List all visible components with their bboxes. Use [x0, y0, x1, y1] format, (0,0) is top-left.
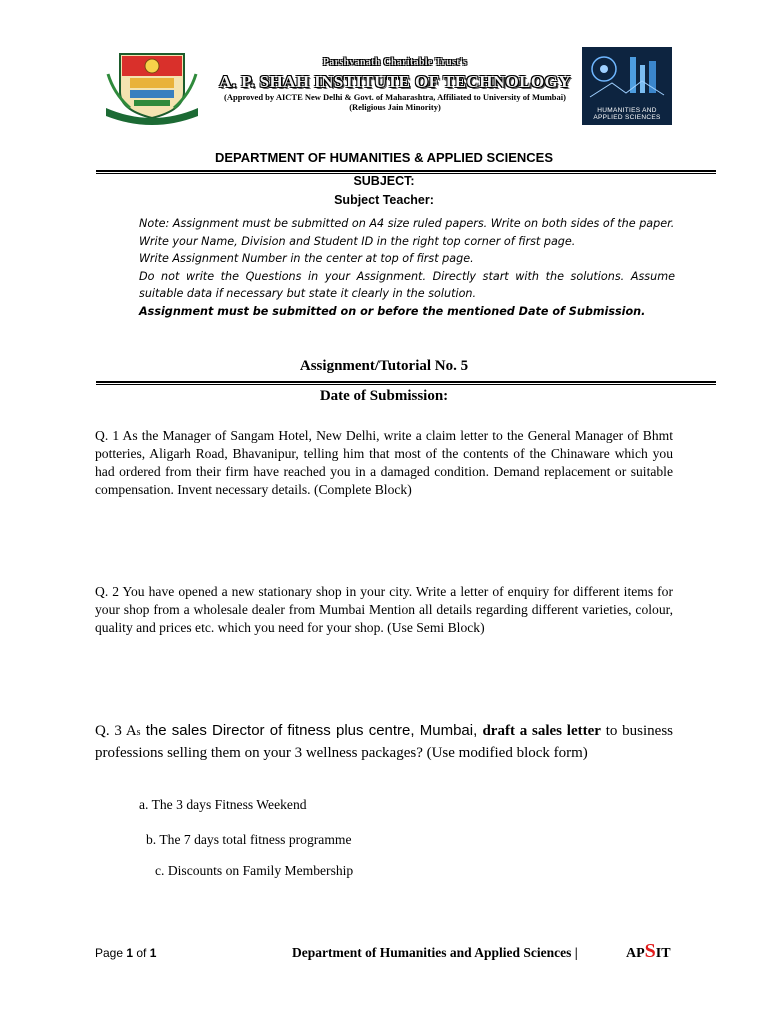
assignment-title: Assignment/Tutorial No. 5 — [299, 358, 469, 374]
department-logo — [582, 47, 672, 125]
page-number — [95, 946, 156, 960]
date-of-submission: Date of Submission: — [319, 388, 449, 404]
approval-line: (Approved by AICTE New Delhi & Govt. of Maharashtra, Affiliated to University of Mumbai) — [224, 92, 566, 102]
page-total: 1 — [149, 946, 157, 960]
institute-name: A. P. SHAH INSTITUTE OF TECHNOLOGY — [219, 72, 571, 91]
note-line-1: Note: Assignment must be submitted on A4 size ruled papers. Write on both sides of the paper. — [139, 217, 675, 230]
apsit-it: IT — [655, 946, 671, 961]
q3-small: s — [136, 727, 141, 738]
page-current: 1 — [126, 946, 134, 960]
page-word: Page — [95, 946, 127, 960]
assignment-notes — [139, 215, 675, 320]
subject-teacher-label: Subject Teacher: — [334, 193, 434, 207]
option-b: b. The 7 days total fitness programme — [146, 832, 352, 847]
department-heading: DEPARTMENT OF HUMANITIES & APPLIED SCIENCES — [214, 150, 554, 165]
question-1: Q. 1 As the Manager of Sangam Hotel, New Delhi, write a claim letter to the General Manager of Bhmt potteries, Aligarh Road, Bhavanipur, telling him that most of the contents of the Chinaware which you had ordered from their firm have reached you in a damaged condition. Demand replacement or suitable compensation. Invent necessary details. (Complete Block) — [95, 428, 673, 497]
q3-prefix: Q. 3 A — [95, 723, 137, 739]
minority-line: (Religious Jain Minority) — [349, 102, 441, 112]
question-3 — [95, 721, 673, 763]
note-line-5: Assignment must be submitted on or before the mentioned Date of Submission. — [139, 304, 646, 318]
subject-label: SUBJECT: — [353, 174, 415, 188]
note-line-3: Write Assignment Number in the center at top of first page. — [139, 252, 474, 265]
logo-caption-line1: HUMANITIES AND — [597, 107, 657, 114]
apsit-ap: AP — [626, 946, 645, 961]
option-a: a. The 3 days Fitness Weekend — [139, 797, 307, 812]
question-2: Q. 2 You have opened a new stationary shop in your city. Write a letter of enquiry for different items for your shop from a wholesale dealer from Mumbai Mention all details regarding different varieties, colour, quality and prices etc. which you need for your shop. (Use Semi Block) — [95, 584, 673, 635]
q3-sans-text: the sales Director of fitness plus centre, Mumbai, — [140, 722, 483, 739]
footer-department: Department of Humanities and Applied Sciences | — [292, 945, 578, 960]
trust-name: Parshvanath Charitable Trust's — [322, 57, 468, 68]
institute-crest-logo — [100, 44, 204, 126]
option-c: c. Discounts on Family Membership — [155, 863, 354, 878]
note-line-4: Do not write the Questions in your Assignment. Directly start with the solutions. Assume suitable data if necessary but state it clearly in the solution. — [139, 269, 675, 300]
of-word: of — [133, 946, 150, 960]
apsit-s: S — [644, 940, 656, 962]
q3-rest: to business professions selling them on your 3 wellness packages? (Use modified block form) — [95, 723, 674, 761]
title-divider — [96, 381, 716, 385]
q3-bold-text: draft a sales letter — [482, 723, 601, 739]
logo-caption-line2: APPLIED SCIENCES — [593, 114, 661, 121]
note-line-2: Write your Name, Division and Student ID in the right top corner of first page. — [139, 234, 576, 248]
apsit-mark — [626, 940, 671, 963]
